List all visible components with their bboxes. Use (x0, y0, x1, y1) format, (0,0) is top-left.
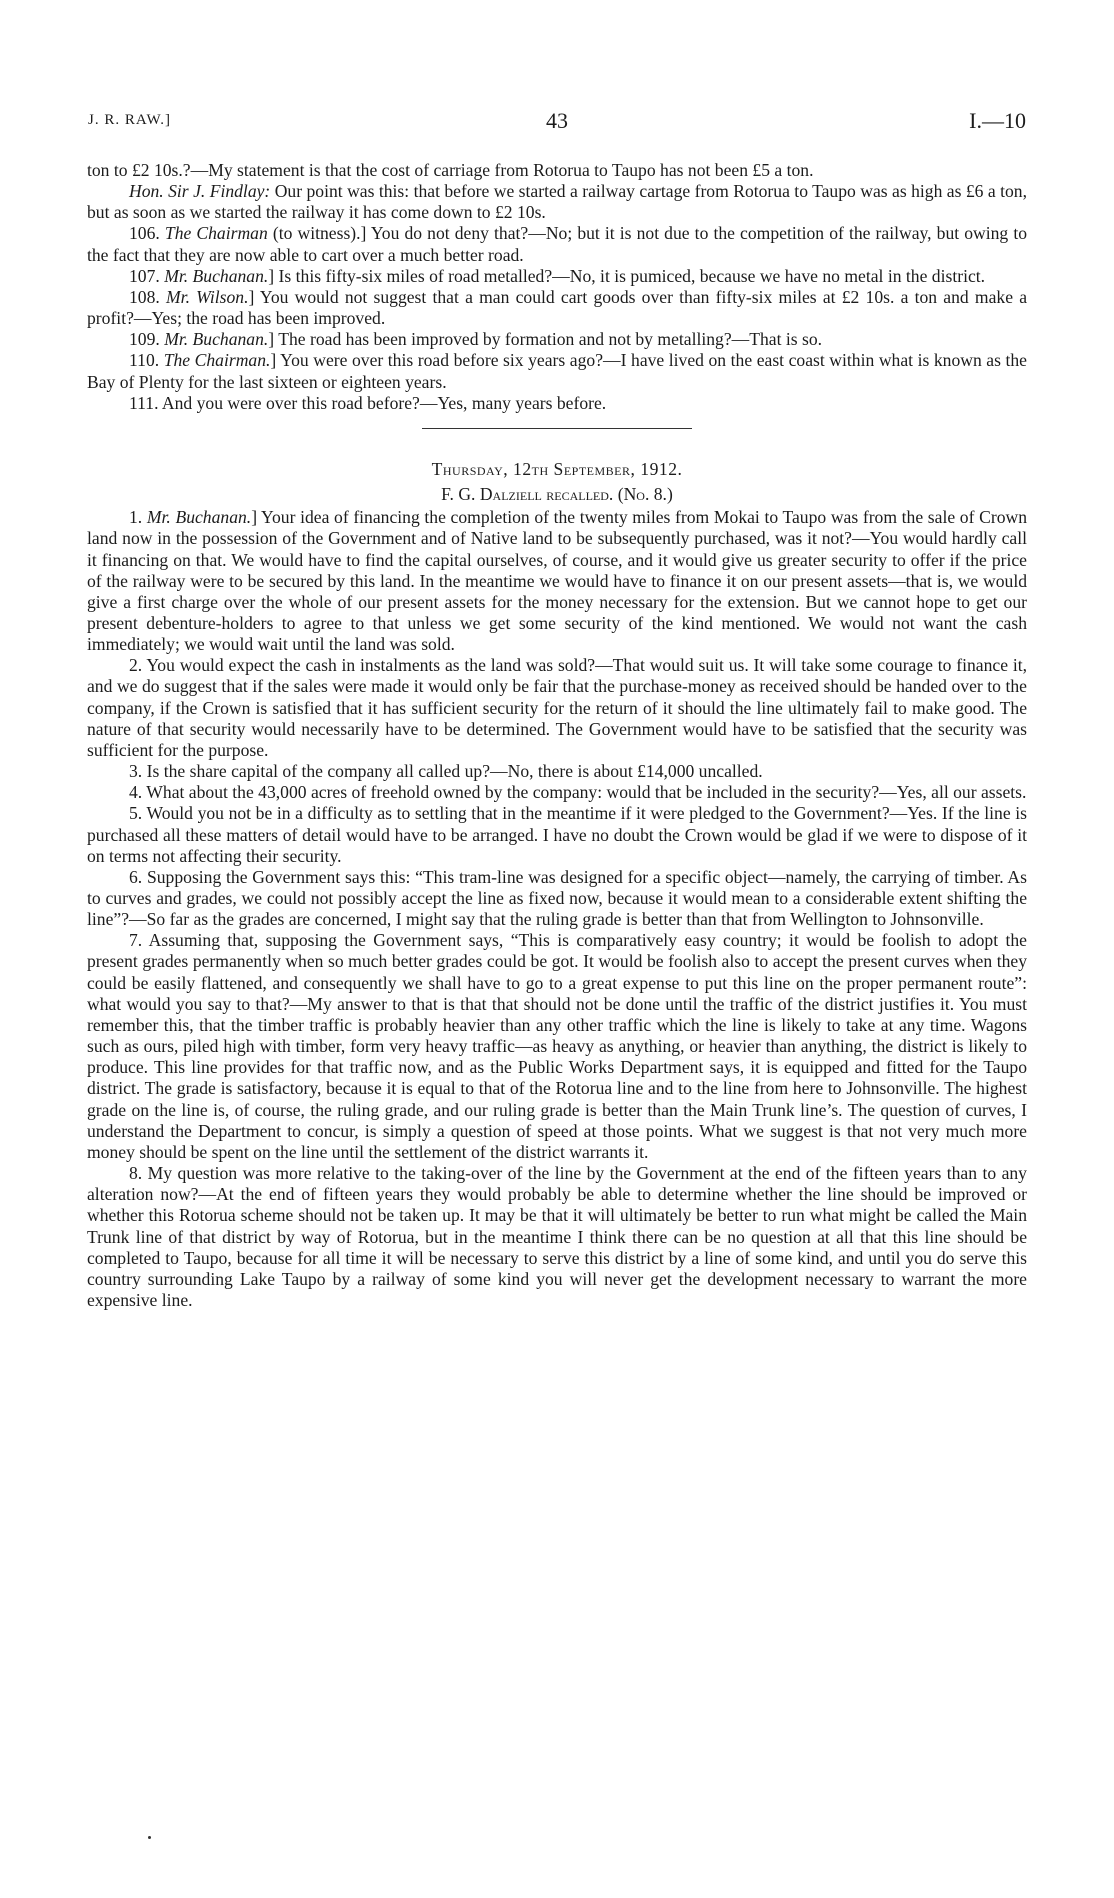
evidence-paragraph: 8. My question was more relative to the taking-over of the line by the Government at the end of the fifteen years than to any alteration now?—At the end of fifteen years they would probably be able to determine whether the line should be improved or whether this Rotorua scheme should not be taken up. It may be that it will ultimately be better to run what might be called the Main Trunk line of that district by way of Rotorua, but in the meantime I think there can be no question at all that this line should be completed to Taupo, because for all time it will be necessary to serve this district by a line of some kind, and until you do serve this country surrounding Lake Taupo by a railway of some kind you will never get the development necessary to warrant the more expensive line. (87, 1163, 1027, 1310)
witness-name-header: J. R. RAW.] (88, 112, 172, 128)
question-number: 2. (129, 655, 143, 676)
speaker-name: Hon. Sir J. Findlay: (129, 181, 271, 202)
question-number: 7. (129, 930, 143, 951)
evidence-section-dalziell (87, 507, 1027, 1311)
ink-speck (148, 1836, 151, 1839)
question-number: 110. (129, 350, 160, 371)
date-heading: Thursday, 12th September, 1912. (431, 458, 683, 479)
question-number: 5. (129, 803, 143, 824)
question-number: 106. (129, 223, 160, 244)
evidence-paragraph: 5. Would you not be in a difficulty as to settling that in the meantime if it were pledged to the Government?—Yes. If the line is purchased all these matters of detail would have to be arranged. I have no doubt the Crown would be glad if we were to dispose of it on terms not affecting their security. (87, 803, 1027, 866)
question-number: 3. (129, 761, 143, 782)
evidence-paragraph: 6. Supposing the Government says this: “This tram-line was designed for a specific object—namely, the carrying of timber. As to curves and grades, we could not possibly accept the line as fixed now, because it would mean to a considerable extent shifting the line”?—So far as the grades are concerned, I might say that the ruling grade is better than that from Wellington to Johnsonville. (87, 866, 1027, 930)
evidence-paragraph: 111. And you were over this road before?—Yes, many years before. (129, 392, 607, 413)
question-number: 6. (129, 866, 143, 887)
question-number: 8. (129, 1163, 143, 1184)
speaker-name: The Chairman. (163, 350, 271, 371)
speaker-name: Mr. Buchanan. (164, 265, 269, 286)
evidence-section-previous (87, 160, 1027, 414)
question-number: 109. (129, 329, 160, 350)
question-number: 4. (129, 782, 143, 803)
evidence-paragraph: 7. Assuming that, supposing the Government says, “This is comparatively easy country; it would be foolish to adopt the present grades permanently when so much better grades could be got. It would be foolish also to accept the present curves when they could be easily flattened, and consequently we shall have to go to a great expense to put this line on the proper permanent route”: what would you say to that?—My answer to that is that that should not be done until the traffic of the district justifies it. You must remember this, that the timber traffic is probably heavier than any other traffic which the line is likely to take at any time. Wagons such as ours, piled high with timber, form very heavy traffic—as heavy as anything, or heavier than anything, the district is likely to produce. This line provides for that traffic now, and as the Public Works Department says, it is equipped and fitted for the Taupo district. The grade is satisfactory, because it is equal to that of the Rotorua line and to the line from here to Johnsonville. The highest grade on the line is, of course, the ruling grade, and our ruling grade is better than the Main Trunk line’s. The question of curves, I understand the Department to concur, is simply a question of speed at those points. What we suggest is that not very much more money should be spent on the line until the settlement of the district warrants it. (87, 930, 1027, 1162)
page-number: 43 (546, 108, 568, 133)
speaker-name: Mr. Buchanan. (146, 507, 252, 528)
question-number: 111. (129, 392, 159, 413)
evidence-paragraph: 3. Is the share capital of the company all called up?—No, there is about £14,000 uncalled. (129, 761, 763, 782)
evidence-paragraph: 107. Mr. Buchanan.] Is this fifty-six miles of road metalled?—No, it is pumiced, because we have no metal in the district. (129, 265, 986, 286)
question-number: 107. (129, 265, 160, 286)
section-divider (422, 428, 692, 429)
evidence-paragraph: Hon. Sir J. Findlay: Our point was this: that before we started a railway cartage from Rotorua to Taupo was as high as £6 a ton, but as soon as we started the railway it has come down to £2 10s. (87, 181, 1027, 223)
evidence-paragraph: 108. Mr. Wilson.] You would not suggest that a man could cart goods over than fifty-six miles at £2 10s. a ton and make a profit?—Yes; the road has been improved. (87, 286, 1028, 329)
evidence-paragraph: 109. Mr. Buchanan.] The road has been improved by formation and not by metalling?—That is so. (129, 329, 823, 350)
speaker-name: Mr. Buchanan. (164, 329, 269, 350)
speaker-name: The Chairman (164, 223, 268, 244)
evidence-paragraph: 106. The Chairman (to witness).] You do not deny that?—No; but it is not due to the competition of the railway, but owing to the fact that they are now able to cart over a much better road. (87, 223, 1028, 265)
paper-reference: I.—10 (969, 108, 1026, 133)
question-number: 108. (129, 286, 160, 307)
evidence-paragraph: 2. You would expect the cash in instalments as the land was sold?—That would suit us. It will take some courage to finance it, and we do suggest that if the sales were made it would only be fair that the purchase-money as received should be handed over to the company, if the Crown is satisfied that it has sufficient security for the return of it should the line ultimately fail to make good. The nature of that security would necessarily have to be determined. The Government would have to be satisfied that the security was sufficient for the purpose. (87, 655, 1027, 760)
question-number: 1. (129, 507, 143, 528)
evidence-paragraph: 1. Mr. Buchanan.] Your idea of financing the completion of the twenty miles from Mokai to Taupo was from the sale of Crown land now in the possession of the Government and of Native land to be subsequently purchased, was it not?—You would hardly call it financing on that. We would have to find the capital ourselves, of course, and it would give us greater security to offer if the price of the railway were to be secured by this land. In the meantime we would have to finance it on our present assets—that is, we would give a first charge over the whole of our present assets for the money necessary for the extension. But we cannot hope to get our present debenture-holders to agree to that unless we get some security of the kind mentioned. We would not want the cash immediately; we would wait until the land was sold. (87, 507, 1027, 655)
witness-heading: F. G. Dalziell recalled. (No. 8.) (441, 484, 673, 505)
evidence-paragraph: ton to £2 10s.?—My statement is that the cost of carriage from Rotorua to Taupo has not been £5 a ton. (87, 160, 814, 180)
running-header (88, 108, 1026, 138)
evidence-paragraph: 4. What about the 43,000 acres of freehold owned by the company: would that be included in the security?—Yes, all our assets. (129, 782, 1027, 803)
evidence-paragraph: 110. The Chairman.] You were over this road before six years ago?—I have lived on the east coast within what is known as the Bay of Plenty for the last sixteen or eighteen years. (87, 350, 1027, 392)
page-body (87, 160, 1027, 1311)
speaker-name: Mr. Wilson. (166, 286, 249, 307)
